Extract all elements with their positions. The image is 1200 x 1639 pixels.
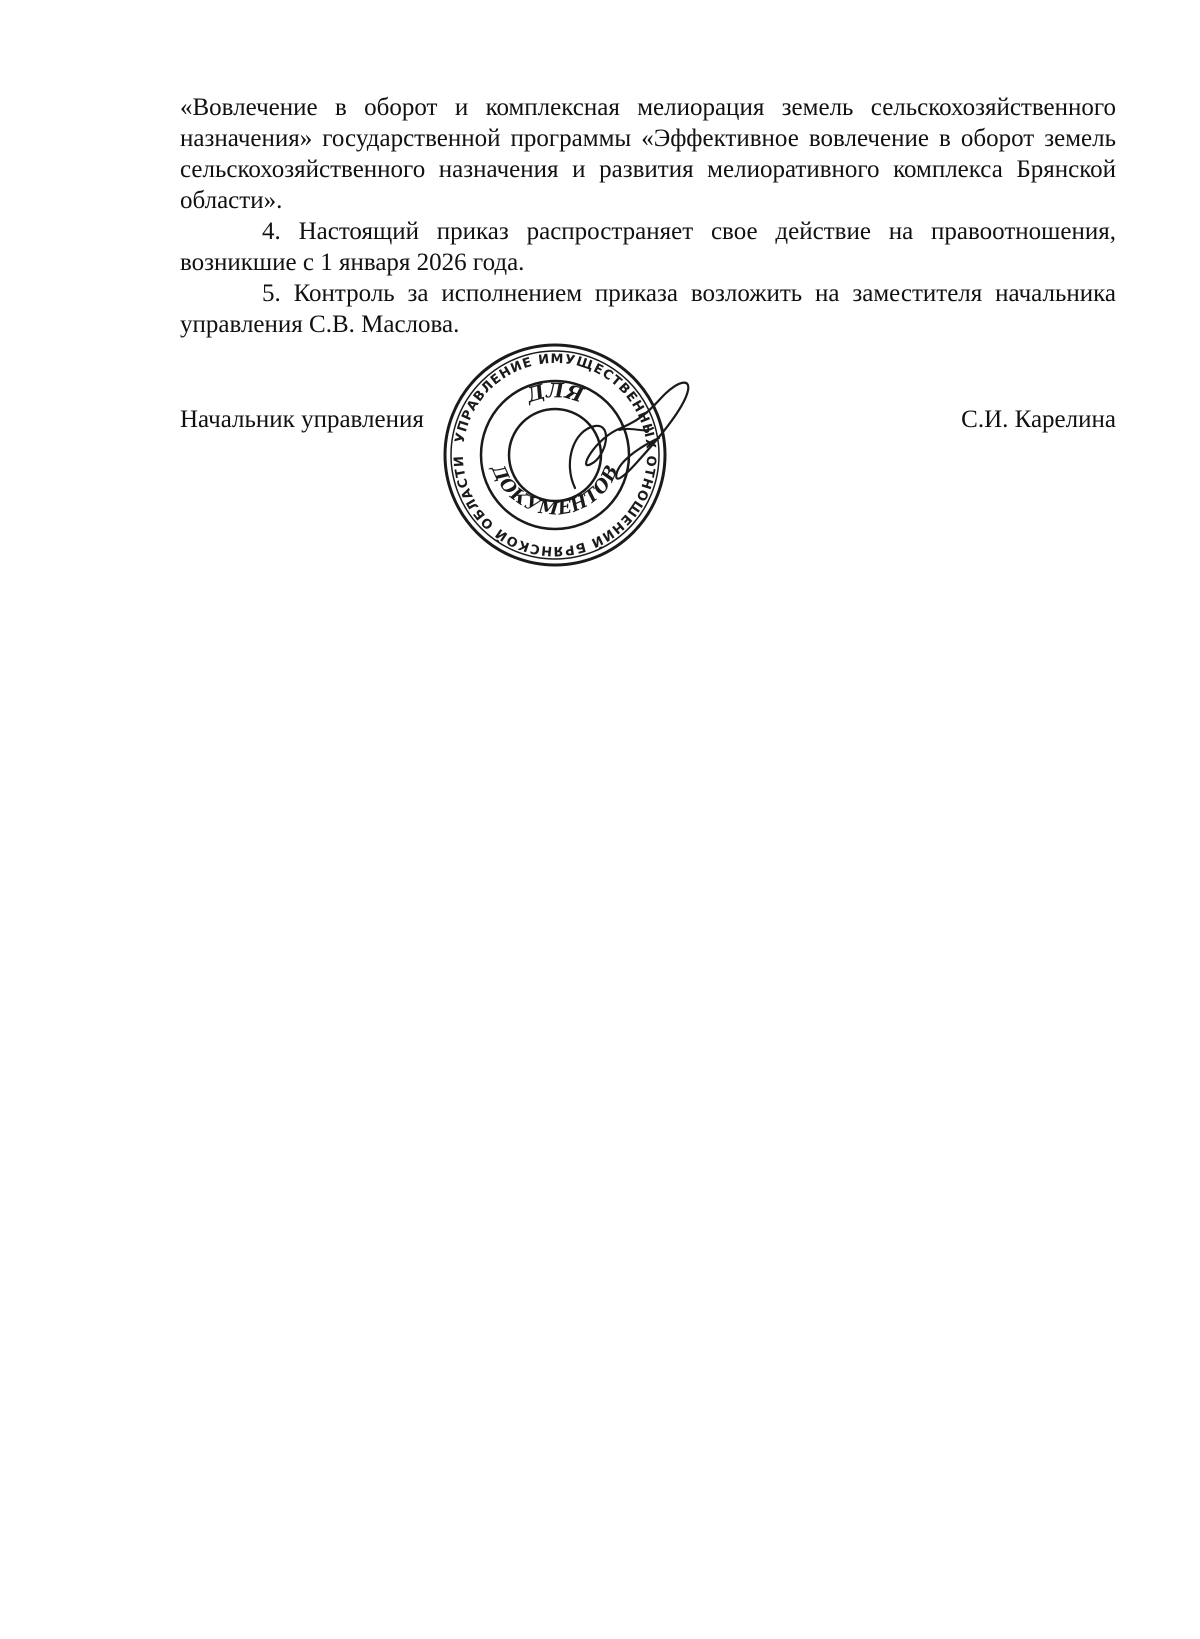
signatory-name: С.И. Карелина: [961, 406, 1116, 433]
svg-text:УПРАВЛЕНИЕ ИМУЩЕСТВЕННЫХ ОТНОШ: УПРАВЛЕНИЕ ИМУЩЕСТВЕННЫХ ОТНОШЕНИЙ БРЯНСКОЙ ОБЛАСТИ: [451, 351, 659, 559]
paragraph-program-continuation: «Вовлечение в оборот и комплексная мелиорация земель сельскохозяйственного назначения» государственной программы «Эффективное вовлечение в оборот земель сельскохозяйственного назначения и развития мелиоративного комплекса Брянской области».: [180, 94, 1116, 214]
svg-text:ДЛЯ: ДЛЯ: [523, 378, 587, 408]
svg-text:ДОКУМЕНТОВ: ДОКУМЕНТОВ: [486, 461, 624, 521]
document-body: [180, 92, 1116, 340]
signatory-position: Начальник управления: [180, 406, 424, 433]
paragraph-item-4: 4. Настоящий приказ распространяет свое действие на правоотношения, возникшие с 1 января 2026 года.: [180, 218, 1116, 276]
handwritten-signature: [555, 368, 735, 518]
paragraph-item-5: 5. Контроль за исполнением приказа возложить на заместителя начальника управления С.В. Маслова.: [180, 280, 1116, 338]
